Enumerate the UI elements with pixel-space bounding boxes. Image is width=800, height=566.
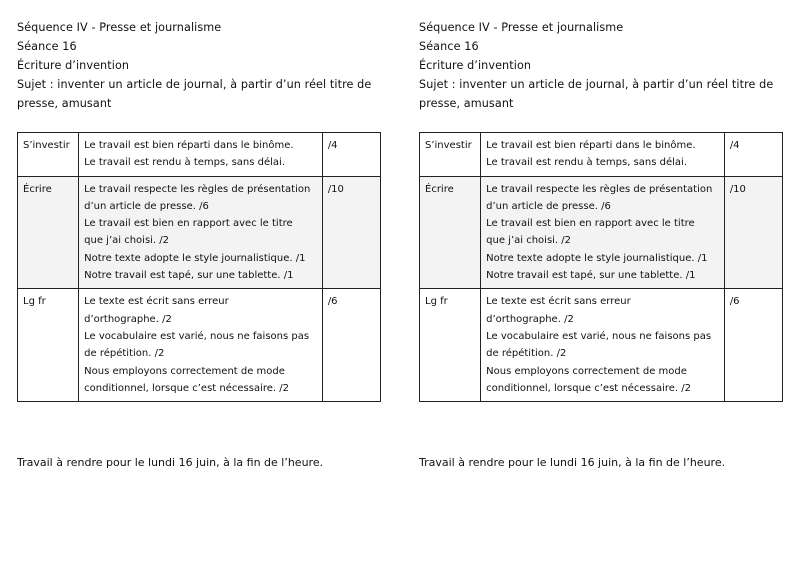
points-cell: /4 [724, 133, 782, 177]
description-line: d’un article de presse. /6 [84, 200, 209, 212]
activity-title: Écriture d’invention [17, 59, 130, 72]
description-line: de répétition. /2 [486, 348, 567, 360]
description-line: conditionnel, lorsque c’est nécessaire. /2 [84, 382, 289, 394]
rubric-row-ecrire [18, 176, 381, 289]
handout-header [17, 18, 387, 113]
description-cell [79, 176, 323, 289]
rubric-row-investir [18, 133, 381, 177]
rubric-row-langue [18, 289, 381, 402]
criterion-cell: Écrire [18, 176, 79, 289]
deadline-note: Travail à rendre pour le lundi 16 juin, à la fin de l’heure. [17, 456, 324, 469]
description-line: Notre travail est tapé, sur une tablette. /1 [84, 270, 294, 282]
rubric-row-langue [420, 289, 783, 402]
description-cell [481, 289, 725, 402]
criterion-cell: S’investir [420, 133, 481, 177]
points-cell: /10 [322, 176, 380, 289]
description-line: Le travail est bien réparti dans le binôme. [486, 140, 696, 151]
subject-text: Sujet : inventer un article de journal, à partir d’un réel titre de presse, amusant [419, 78, 774, 110]
points-cell: /6 [322, 289, 380, 402]
description-line: Le travail est rendu à temps, sans délai. [486, 157, 687, 169]
description-line: Notre texte adopte le style journalistique. /1 [84, 252, 306, 264]
criterion-cell: Lg fr [420, 289, 481, 402]
description-cell [481, 133, 725, 177]
description-cell [79, 133, 323, 177]
description-line: Le travail est rendu à temps, sans délai. [84, 157, 285, 169]
description-line: conditionnel, lorsque c’est nécessaire. /2 [486, 382, 691, 394]
points-cell: /4 [322, 133, 380, 177]
criterion-cell: S’investir [18, 133, 79, 177]
description-line: Le vocabulaire est varié, nous ne faisons pas [486, 330, 712, 342]
description-line: Le vocabulaire est varié, nous ne faisons pas [84, 330, 310, 342]
description-line: d’orthographe. /2 [486, 313, 574, 325]
criterion-cell: Écrire [420, 176, 481, 289]
points-cell: /6 [724, 289, 782, 402]
session-number: Séance 16 [17, 40, 77, 53]
description-line: d’orthographe. /2 [84, 313, 172, 325]
description-line: Notre texte adopte le style journalistique. /1 [486, 252, 708, 264]
sequence-title: Séquence IV - Presse et journalisme [419, 21, 624, 34]
rubric-row-ecrire [420, 176, 783, 289]
description-line: que j’ai choisi. /2 [84, 235, 170, 247]
description-line: Le travail est bien en rapport avec le titre [84, 218, 293, 230]
handout-right [402, 0, 800, 566]
description-line: de répétition. /2 [84, 348, 165, 360]
description-line: Le texte est écrit sans erreur [486, 296, 631, 308]
description-line: d’un article de presse. /6 [486, 200, 611, 212]
description-line: Le travail respecte les règles de présentation [486, 183, 713, 195]
description-line: Le travail est bien réparti dans le binôme. [84, 140, 294, 151]
description-line: Le travail respecte les règles de présentation [84, 183, 311, 195]
grading-rubric-table [419, 132, 783, 402]
sequence-title: Séquence IV - Presse et journalisme [17, 21, 222, 34]
rubric-row-investir [420, 133, 783, 177]
subject-text: Sujet : inventer un article de journal, à partir d’un réel titre de presse, amusant [17, 78, 372, 110]
session-number: Séance 16 [419, 40, 479, 53]
activity-title: Écriture d’invention [419, 59, 532, 72]
description-cell [481, 176, 725, 289]
description-line: que j’ai choisi. /2 [486, 235, 572, 247]
description-cell [79, 289, 323, 402]
description-line: Le texte est écrit sans erreur [84, 296, 229, 308]
deadline-note: Travail à rendre pour le lundi 16 juin, à la fin de l’heure. [419, 456, 726, 469]
criterion-cell: Lg fr [18, 289, 79, 402]
grading-rubric-table [17, 132, 381, 402]
handout-header [419, 18, 789, 113]
points-cell: /10 [724, 176, 782, 289]
description-line: Nous employons correctement de mode [486, 365, 687, 377]
description-line: Nous employons correctement de mode [84, 365, 285, 377]
description-line: Le travail est bien en rapport avec le titre [486, 218, 695, 230]
description-line: Notre travail est tapé, sur une tablette. /1 [486, 270, 696, 282]
